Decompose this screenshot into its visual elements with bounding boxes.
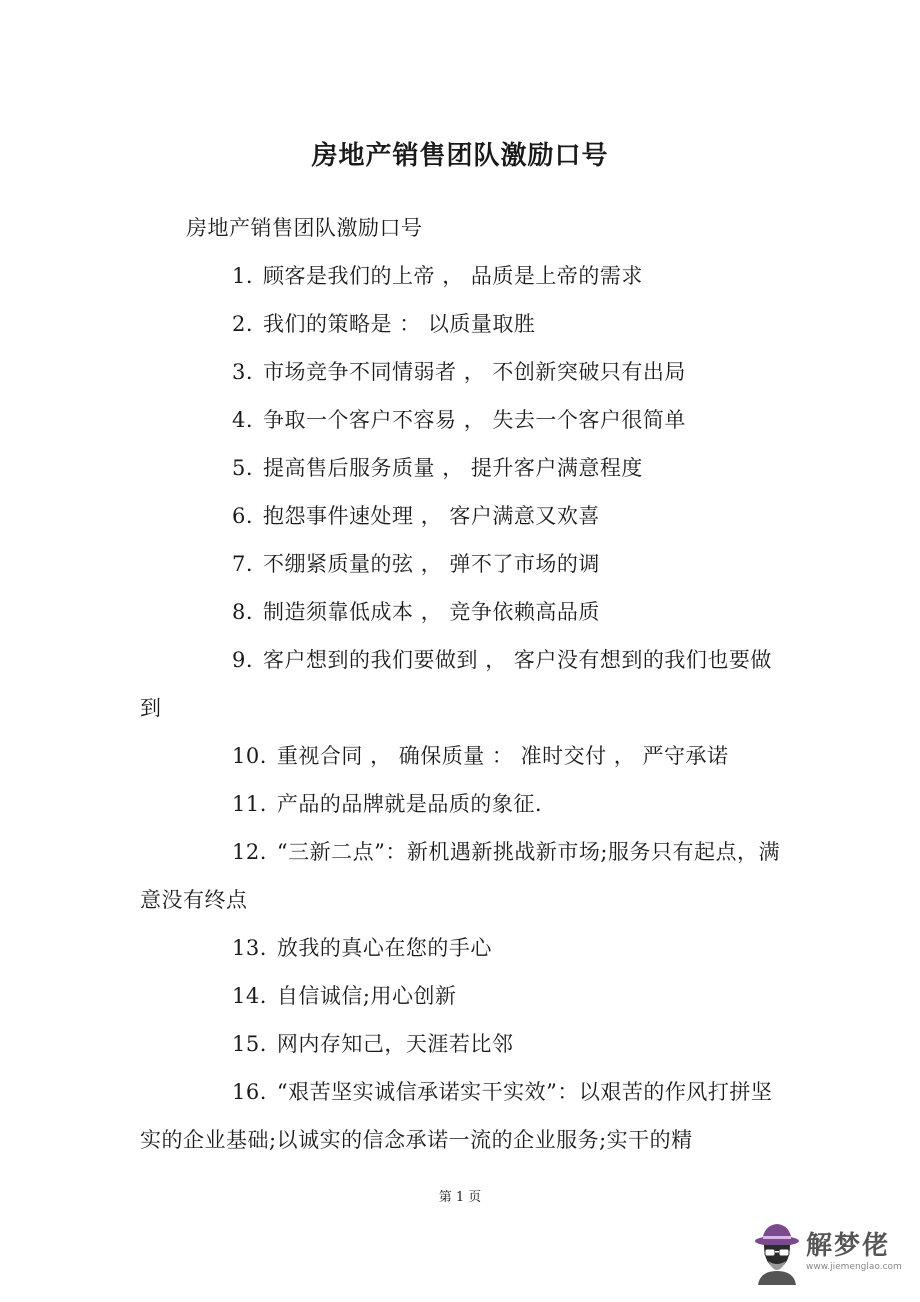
- mascot-logo-icon: [752, 1219, 802, 1285]
- list-item-text: 市场竞争不同情弱者 ， 不创新突破只有出局: [263, 360, 686, 384]
- list-item: [140, 636, 780, 732]
- list-item-text: 放我的真心在您的手心: [276, 936, 492, 960]
- document-body: [140, 204, 780, 1164]
- list-item-text: 抱怨事件速处理 ， 客户满意又欢喜: [263, 504, 600, 528]
- list-item-text: “三新二点”：新机遇新挑战新市场;服务只有起点，满意没有终点: [140, 840, 780, 912]
- list-item-number: 7.: [232, 552, 254, 576]
- list-item-text: “艰苦坚实诚信承诺实干实效”：以艰苦的作风打拼坚实的企业基础;以诚实的信念承诺一流的企业服务;实干的精: [140, 1080, 773, 1152]
- list-item: [140, 1020, 780, 1068]
- watermark-name: 解梦佬: [806, 1231, 891, 1261]
- list-item-text: 重视合同 ， 确保质量 ： 准时交付 ， 严守承诺: [276, 744, 729, 768]
- page-number: 第 1 页: [438, 1190, 482, 1205]
- list-item-number: 4.: [232, 408, 254, 432]
- list-item: [140, 780, 780, 828]
- list-item-number: 8.: [232, 600, 254, 624]
- list-item-number: 13.: [232, 936, 267, 960]
- list-item-number: 1.: [232, 264, 254, 288]
- list-item: [140, 732, 780, 780]
- list-item-number: 11.: [232, 792, 267, 816]
- list-item-text: 制造须靠低成本 ， 竞争依赖高品质: [263, 600, 600, 624]
- list-item: [140, 492, 780, 540]
- list-item-text: 客户想到的我们要做到 ， 客户没有想到的我们也要做到: [140, 648, 772, 720]
- list-item-number: 12.: [232, 840, 267, 864]
- list-item-number: 14.: [232, 984, 267, 1008]
- list-item-number: 6.: [232, 504, 254, 528]
- list-item-text: 不绷紧质量的弦 ， 弹不了市场的调: [263, 552, 600, 576]
- list-item-number: 16.: [232, 1080, 267, 1104]
- list-item-text: 产品的品牌就是品质的象征.: [276, 792, 543, 816]
- list-item-text: 网内存知己，天涯若比邻: [276, 1032, 514, 1056]
- list-item-text: 争取一个客户不容易 ， 失去一个客户很简单: [263, 408, 686, 432]
- list-item: [140, 348, 780, 396]
- list-item: [140, 444, 780, 492]
- list-item-number: 9.: [232, 648, 254, 672]
- list-item: [140, 540, 780, 588]
- list-item: [140, 828, 780, 924]
- list-item-number: 3.: [232, 360, 254, 384]
- list-item: [140, 396, 780, 444]
- list-item-number: 10.: [232, 744, 267, 768]
- list-item: [140, 1068, 780, 1164]
- document-subtitle: 房地产销售团队激励口号: [186, 216, 423, 240]
- watermark: [752, 1212, 912, 1292]
- slogan-list: [140, 252, 780, 1164]
- document-title: 房地产销售团队激励口号: [311, 141, 609, 171]
- list-item-text: 自信诚信;用心创新: [276, 984, 457, 1008]
- list-item: [140, 300, 780, 348]
- list-item-number: 5.: [232, 456, 254, 480]
- list-item-number: 2.: [232, 312, 254, 336]
- list-item-text: 提高售后服务质量 ， 提升客户满意程度: [263, 456, 643, 480]
- list-item: [140, 588, 780, 636]
- list-item: [140, 972, 780, 1020]
- watermark-url: www.jiemenglao.com: [806, 1262, 902, 1272]
- list-item-text: 顾客是我们的上帝 ， 品质是上帝的需求: [263, 264, 643, 288]
- list-item-text: 我们的策略是 ： 以质量取胜: [263, 312, 536, 336]
- list-item: [140, 924, 780, 972]
- list-item-number: 15.: [232, 1032, 267, 1056]
- list-item: [140, 252, 780, 300]
